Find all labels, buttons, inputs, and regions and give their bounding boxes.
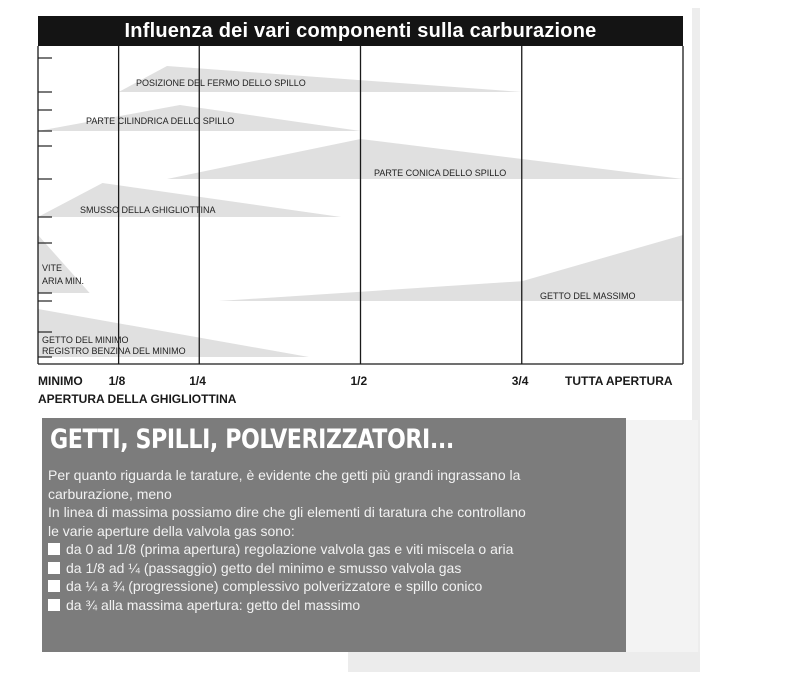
- square-bullet-icon: [48, 562, 60, 574]
- x-tick-label: TUTTA APERTURA: [565, 374, 673, 388]
- intro-line: le varie aperture della valvola gas sono:: [48, 522, 295, 539]
- scan-edge-bottom: [348, 652, 700, 672]
- series-label: REGISTRO BENZINA DEL MINIMO: [42, 346, 186, 356]
- info-text: [48, 466, 626, 614]
- bullet-item: da 1/8 ad ¼ (passaggio) getto del minimo e smusso valvola gas: [48, 559, 626, 578]
- square-bullet-icon: [48, 580, 60, 592]
- info-heading: GETTI, SPILLI, POLVERIZZATORI...: [50, 424, 454, 455]
- series-label: GETTO DEL MINIMO: [42, 335, 129, 345]
- square-bullet-icon: [48, 543, 60, 555]
- x-tick-label: 3/4: [511, 374, 529, 388]
- series-label: PARTE CILINDRICA DELLO SPILLO: [86, 116, 235, 126]
- intro-line: Per quanto riguarda le tarature, è evidente che getti più grandi ingrassano la: [48, 467, 521, 483]
- info-box: [42, 418, 626, 652]
- x-tick-label: 1/4: [189, 374, 206, 388]
- bullet-item: da ¼ a ¾ (progressione) complessivo polverizzatore e spillo conico: [48, 577, 626, 596]
- x-tick-label: 1/2: [350, 374, 368, 388]
- x-axis-title: APERTURA DELLA GHIGLIOTTINA: [38, 392, 237, 406]
- series-label: ARIA MIN.: [42, 276, 85, 286]
- bullet-item: da ¾ alla massima apertura: getto del massimo: [48, 596, 626, 615]
- series-label: POSIZIONE DEL FERMO DELLO SPILLO: [136, 78, 306, 88]
- x-tick-label: MINIMO: [38, 374, 83, 388]
- series-label: PARTE CONICA DELLO SPILLO: [374, 168, 507, 178]
- series-label: GETTO DEL MASSIMO: [540, 291, 636, 301]
- series-label: SMUSSO DELLA GHIGLIOTTINA: [80, 205, 216, 215]
- chart-title: Influenza dei vari componenti sulla carburazione: [38, 16, 683, 46]
- square-bullet-icon: [48, 599, 60, 611]
- x-tick-label: 1/8: [108, 374, 126, 388]
- bullet-item: da 0 ad 1/8 (prima apertura) regolazione valvola gas e viti miscela o aria: [48, 540, 626, 559]
- scan-shadow: [626, 420, 698, 652]
- intro-line: In linea di massima possiamo dire che gli elementi di taratura che controllano: [48, 504, 526, 520]
- intro-line: carburazione, meno: [48, 485, 172, 502]
- series-label: VITE: [42, 263, 63, 273]
